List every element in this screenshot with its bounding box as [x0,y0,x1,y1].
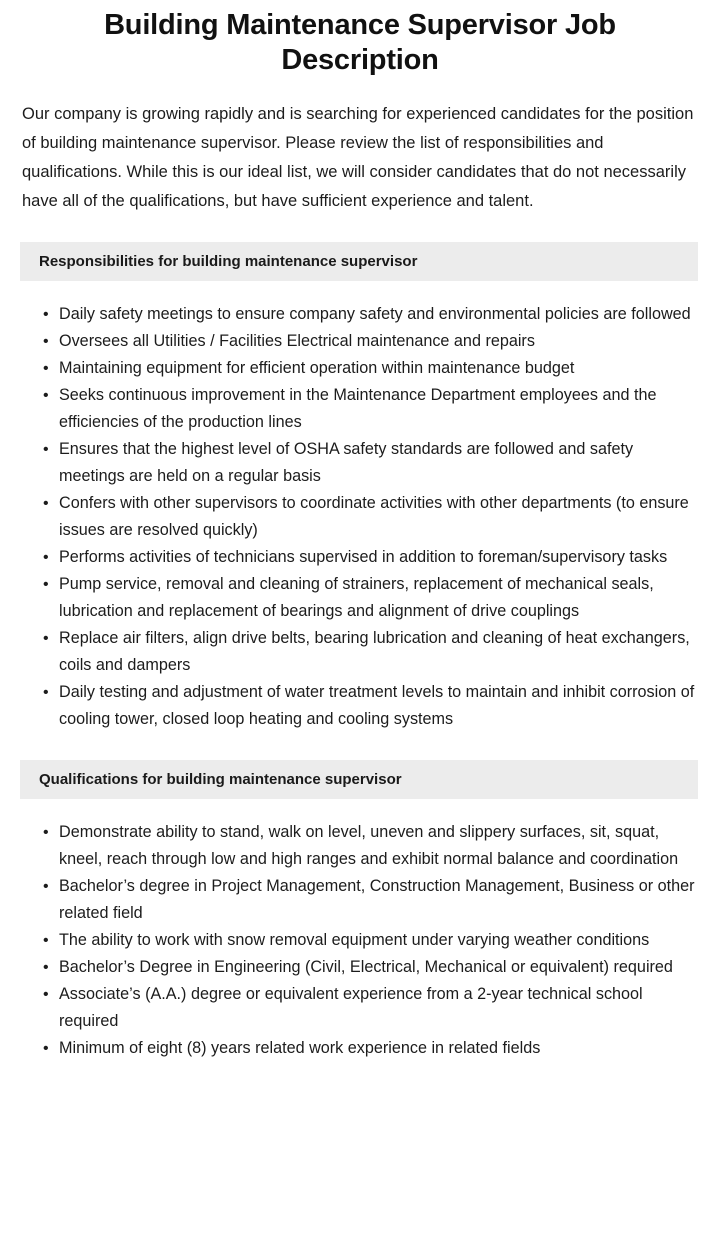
list-item: • Confers with other supervisors to coordinate activities with other departments (to ensure issues are resolved quickly) [22,490,696,544]
list-item: • Minimum of eight (8) years related work experience in related fields [22,1035,696,1062]
intro-paragraph: Our company is growing rapidly and is searching for experienced candidates for the position of building maintenance supervisor. Please review the list of responsibilities and qualifications. While this is our ideal list, we will consider candidates that do not necessarily have all of the qualifications, but have sufficient experience and talent. [22,105,694,210]
qualifications-section-header: Qualifications for building maintenance supervisor [20,760,698,799]
list-item: • The ability to work with snow removal equipment under varying weather conditions [22,927,696,954]
list-item: • Pump service, removal and cleaning of strainers, replacement of mechanical seals, lubrication and replacement of bearings and alignment of drive couplings [22,571,696,625]
list-item: • Maintaining equipment for efficient operation within maintenance budget [22,355,696,382]
list-item: • Daily safety meetings to ensure company safety and environmental policies are followed [22,301,696,328]
list-item: • Bachelor’s degree in Project Management, Construction Management, Business or other related field [22,873,696,927]
list-item: • Seeks continuous improvement in the Maintenance Department employees and the efficiencies of the production lines [22,382,696,436]
list-item: • Daily testing and adjustment of water treatment levels to maintain and inhibit corrosion of cooling tower, closed loop heating and cooling systems [22,679,696,733]
responsibilities-section [0,242,720,733]
list-item: • Oversees all Utilities / Facilities Electrical maintenance and repairs [22,328,696,355]
responsibilities-list [0,281,720,733]
list-item: • Ensures that the highest level of OSHA safety standards are followed and safety meetings are held on a regular basis [22,436,696,490]
page-title: Building Maintenance Supervisor Job Description [104,9,616,76]
list-item: • Replace air filters, align drive belts, bearing lubrication and cleaning of heat exchangers, coils and dampers [22,625,696,679]
responsibilities-section-header: Responsibilities for building maintenance supervisor [20,242,698,281]
list-item: • Bachelor’s Degree in Engineering (Civil, Electrical, Mechanical or equivalent) required [22,954,696,981]
list-item: • Demonstrate ability to stand, walk on level, uneven and slippery surfaces, sit, squat, kneel, reach through low and high ranges and exhibit normal balance and coordination [22,819,696,873]
list-item: • Associate’s (A.A.) degree or equivalent experience from a 2-year technical school required [22,981,696,1035]
list-item: • Performs activities of technicians supervised in addition to foreman/supervisory tasks [22,544,696,571]
qualifications-list [0,799,720,1062]
qualifications-section [0,760,720,1062]
